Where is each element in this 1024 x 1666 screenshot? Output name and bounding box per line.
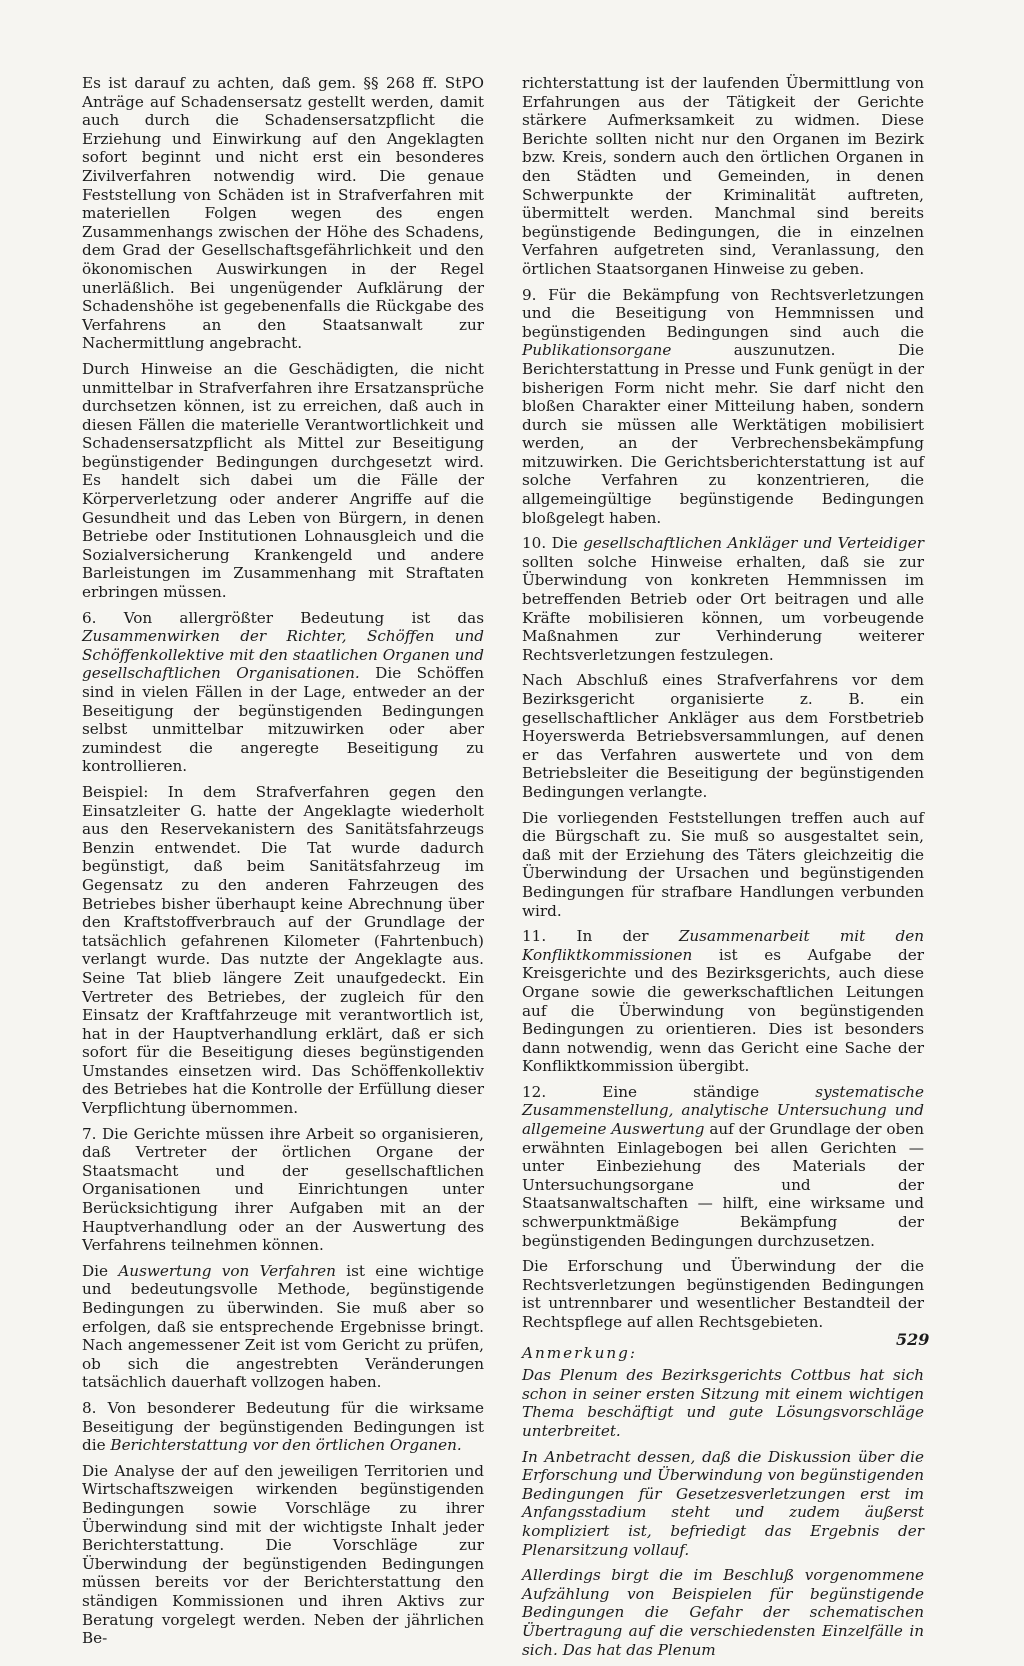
- paragraph: Durch Hinweise an die Geschädigten, die nicht unmittelbar in Strafverfahren ihre Ersatzansprüche durchsetzen können, ist zu erreichen, daß auch in diesen Fällen die materielle Verantwortlichkeit und Schadensersatzpflicht als Mittel zur Beseitigung begünstigender Bedingungen durchgesetzt wird. Es handelt sich dabei um die Fälle der Körperverletzung oder anderer Angriffe auf die Gesundheit und das Leben von Bürgern, in denen Betriebe oder Institutionen Lohnausgleich und die Sozialversicherung Krankengeld und andere Barleistungen im Zusammenhang mit Straftaten erbringen müssen.: [82, 359, 484, 602]
- note-paragraph: In Anbetracht dessen, daß die Diskussion über die Erforschung und Überwindung von begünstigenden Bedingungen für Gesetzesverletzungen erst im Anfangsstadium steht und zudem äußerst kompliziert ist, befriedigt das Ergebnis der Plenarsitzung vollauf.: [522, 1447, 924, 1559]
- page-number: 529: [896, 1330, 930, 1349]
- paragraph: Es ist darauf zu achten, daß gem. §§ 268 ff. StPO Anträge auf Schadensersatz gestellt werden, damit auch durch die Schadensersatzpflicht die Erziehung und Einwirkung auf den Angeklagten sofort beginnt und nicht erst ein besonderes Zivilverfahren notwendig wird. Die genaue Feststellung von Schäden ist in Strafverfahren mit materiellen Folgen wegen des engen Zusammenhangs zwischen der Höhe des Schadens, dem Grad der Gesellschaftsgefährlichkeit und den ökonomischen Auswirkungen in der Regel unerläßlich. Bei ungenügender Aufklärung der Schadenshöhe ist gegebenenfalls die Rückgabe des Verfahrens an den Staatsanwalt zur Nachermittlung angebracht.: [82, 74, 484, 353]
- paragraph: [82, 609, 484, 776]
- text-run: auszunutzen. Die Berichterstattung in Presse und Funk genügt in der bisherigen Form nicht mehr. Sie darf nicht den bloßen Charakter einer Mitteilung haben, sondern durch sie müssen alle Werktätigen mobilisiert werden, an der Verbrechensbekämpfung mitzuwirken. Die Gerichtsberichterstattung ist auf solche Verfahren zu konzentrieren, die allgemeingültige begünstigende Bedingungen bloßgelegt haben.: [522, 341, 924, 527]
- paragraph: Nach Abschluß eines Strafverfahrens vor dem Bezirksgericht organisierte z. B. ein gesellschaftlicher Ankläger aus dem Forstbetrieb Hoyerswerda Betriebsversammlungen, auf denen er das Verfahren auswertete und von dem Betriebsleiter die Beseitigung der begünstigenden Bedingungen verlangte.: [522, 671, 924, 801]
- emphasis: Berichterstattung vor den örtlichen Organen.: [110, 1436, 462, 1455]
- text-run: ist es Aufgabe der Kreisgerichte und des Bezirksgerichts, auch diese Organe sowie die gewerkschaftlichen Leitungen auf die Überwindung von begünstigenden Bedingungen zu orientieren. Dies ist besonders dann notwendig, wenn das Gericht eine Sache der Konfliktkommission übergibt.: [522, 945, 924, 1076]
- paragraph: Die Erforschung und Überwindung der die Rechtsverletzungen begünstigenden Bedingungen ist untrennbarer und wesentlicher Bestandteil der Rechtspflege auf allen Rechtsgebieten.: [522, 1257, 924, 1331]
- left-column: [82, 74, 484, 1655]
- paragraph: Die Analyse der auf den jeweiligen Territorien und Wirtschaftszweigen wirkenden begünstigenden Bedingungen sowie Vorschläge zu ihrer Überwindung sind mit der wichtigste Inhalt jeder Berichterstattung. Die Vorschläge zur Überwindung der begünstigenden Bedingungen müssen bereits vor der Berichterstattung den ständigen Kommissionen und ihren Aktivs zur Beratung vorgelegt werden. Neben der jährlichen Be-: [82, 1461, 484, 1648]
- text-run: Die: [82, 1261, 119, 1280]
- text-run: sollten solche Hinweise erhalten, daß sie zur Überwindung von konkreten Hemmnissen im betreffenden Betrieb oder Ort beitragen und alle Kräfte mobilisieren können, um vorbeugende Maßnahmen zur Verhinderung weiterer Rechtsverletzungen festzulegen.: [522, 552, 924, 664]
- text-run: Die Schöffen sind in vielen Fällen in der Lage, entweder an der Beseitigung der begünstigenden Bedingungen selbst unmittelbar mitzuwirken oder aber zumindest die angeregte Beseitigung zu kontrollieren.: [82, 664, 485, 776]
- right-column: [522, 74, 924, 1666]
- paragraph: [522, 534, 924, 664]
- paragraph: richterstattung ist der laufenden Übermittlung von Erfahrungen aus der Tätigkeit der Gerichte stärkere Aufmerksamkeit zu widmen. Diese Berichte sollten nicht nur den Organen im Bezirk bzw. Kreis, sondern auch den örtlichen Organen in den Städten und Gemeinden, in denen Schwerpunkte der Kriminalität auftreten, übermittelt werden. Manchmal sind bereits begünstigende Bedingungen, die in einzelnen Verfahren aufgetreten sind, Veranlassung, den örtlichen Staatsorganen Hinweise zu geben.: [522, 74, 924, 278]
- paragraph: Die vorliegenden Feststellungen treffen auch auf die Bürgschaft zu. Sie muß so ausgestaltet sein, daß mit der Erziehung des Täters gleichzeitig die Überwindung der Ursachen und begünstigenden Bedingungen für strafbare Handlungen verbunden wird.: [522, 808, 924, 920]
- text-run: 11. In der: [522, 927, 679, 946]
- text-run: ist eine wichtige und bedeutungsvolle Methode, begünstigende Bedingungen zu überwinden. Sie muß aber so erfolgen, daß sie entsprechende Ergebnisse bringt. Nach angemessener Zeit ist vom Gericht zu prüfen, ob sich die angestrebten Veränderungen tatsächlich dauerhaft vollzogen haben.: [82, 1261, 484, 1392]
- text-run: 10. Die: [522, 534, 584, 553]
- paragraph: [522, 286, 924, 528]
- note-paragraph: Das Plenum des Bezirksgerichts Cottbus hat sich schon in seiner ersten Sitzung mit einem wichtigen Thema beschäftigt und gute Lösungsvorschläge unterbreitet.: [522, 1366, 924, 1440]
- note-paragraph: Allerdings birgt die im Beschluß vorgenommene Aufzählung von Beispielen für begünstigende Bedingungen die Gefahr der schematischen Übertragung auf die verschiedensten Einzelfälle in sich. Das hat das Plenum: [522, 1566, 924, 1659]
- emphasis: systematische Zusammenstellung, analytische Untersuchung und allgemeine Auswertung: [522, 1082, 924, 1139]
- note-heading: Anmerkung:: [522, 1343, 638, 1362]
- paragraph: [522, 1083, 924, 1250]
- text-run: 6. Von allergrößter Bedeutung ist das: [82, 608, 484, 627]
- text-run: auf der Grundlage der oben erwähnten Einlagebogen bei allen Gerichten — unter Einbeziehung des Materials der Untersuchungsorgane und der Staatsanwaltschaften — hilft, eine wirksame und schwerpunktmäßige Bekämpfung der begünstigenden Bedingungen durchzusetzen.: [522, 1120, 924, 1250]
- emphasis: Publikationsorgane: [522, 341, 672, 360]
- text-run: 12. Eine ständige: [522, 1082, 816, 1101]
- emphasis: Zusammenarbeit mit den Konfliktkommissionen: [522, 927, 925, 964]
- paragraph: [82, 1399, 484, 1455]
- paragraph: Beispiel: In dem Strafverfahren gegen den Einsatzleiter G. hatte der Angeklagte wiederholt aus den Reservekanistern des Sanitätsfahrzeugs Benzin entwendet. Die Tat wurde dadurch begünstigt, daß beim Sanitätsfahrzeug im Gegensatz zu den anderen Fahrzeugen des Betriebes bisher überhaupt keine Abrechnung über den Kraftstoffverbrauch auf der Grundlage der tatsächlich gefahrenen Kilometer (Fahrtenbuch) verlangt wurde. Das nutzte der Angeklagte aus. Seine Tat blieb längere Zeit unaufgedeckt. Ein Vertreter des Betriebes, der zugleich für den Einsatz der Kraftfahrzeuge mit verantwortlich ist, hat in der Hauptverhandlung erklärt, daß er sich sofort für die Beseitigung dieses begünstigenden Umstandes einsetzen wird. Das Schöffenkollektiv des Betriebes hat die Kontrolle der Erfüllung dieser Verpflichtung übernommen.: [82, 782, 484, 1118]
- paragraph: 7. Die Gerichte müssen ihre Arbeit so organisieren, daß Vertreter der örtlichen Organe der Staatsmacht und der gesellschaftlichen Organisationen und Einrichtungen unter Berücksichtigung ihrer Aufgaben mit an der Hauptverhandlung oder an der Auswertung des Verfahrens teilnehmen können.: [82, 1124, 484, 1255]
- emphasis: Zusammenwirken der Richter, Schöffen und Schöffenkollektive mit den staatlichen Organen und gesellschaftlichen Organisationen.: [82, 627, 484, 683]
- text-run: 9. Für die Bekämpfung von Rechtsverletzungen und die Beseitigung von Hemmnissen und begünstigenden Bedingungen sind auch die: [522, 285, 924, 341]
- emphasis: Auswertung von Verfahren: [118, 1261, 336, 1280]
- text-run: 8. Von besonderer Bedeutung für die wirksame Beseitigung der begünstigenden Bedingungen ist die: [82, 1398, 484, 1455]
- paragraph: [82, 1262, 484, 1392]
- paragraph: [522, 927, 924, 1076]
- emphasis: gesellschaftlichen Ankläger und Verteidiger: [583, 534, 924, 553]
